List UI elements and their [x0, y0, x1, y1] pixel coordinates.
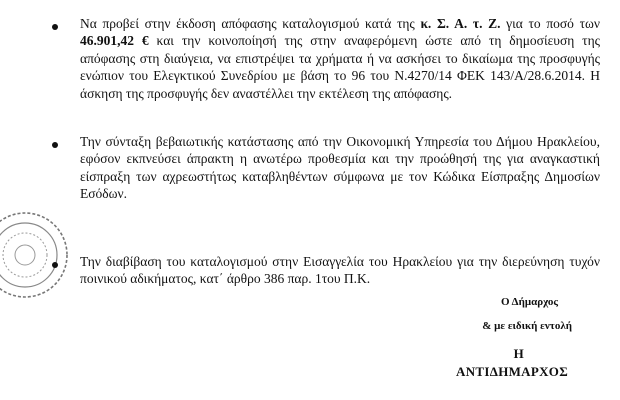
signature-line-mayor: Ο Δήμαρχος: [500, 296, 558, 308]
stamp-seal-icon: [0, 210, 70, 300]
item-3-text: Την διαβίβαση του καταλογισμού στην Εισαγγελία του Ηρακλείου για την διερεύνηση τυχόν ποινικού αδικήματος, κατ΄ άρθρο 386 παρ. 1του Π.Κ.: [80, 254, 600, 287]
signature-line-deputy-mayor: ΑΝΤΙΔΗΜΑΡΧΟΣ: [456, 364, 568, 379]
item-1-text-pre: Να προβεί στην έκδοση απόφασης καταλογισμού κατά της: [80, 16, 421, 31]
item-1-text-post: και την κοινοποίησή της στην αναφερόμενη ώστε από τη δημοσίευση της απόφασης στη διαύγεια, να επιστρέψει τα χρήματα ή να ασκήσει το δικαίωμα της προσφυγής ενώπιον του Ελεγκτικού Συνεδρίου με βάση το 96 του Ν.4270/14 ΦΕΚ 143/Α/28.6.2014. Η άσκηση της προσφυγής δεν αναστέλλει την εκτέλεση της απόφασης.: [80, 33, 601, 101]
paragraph-item-3: [80, 253, 600, 288]
signature-line-authorization: & με ειδική εντολή: [482, 320, 572, 332]
signature-line-article: Η: [513, 346, 524, 361]
item-1-amount: 46.901,42 €: [80, 33, 149, 49]
item-2-text: Την σύνταξη βεβαιωτικής κατάστασης από την Οικονομική Υπηρεσία του Δήμου Ηρακλείου, εφόσον εκπνεύσει άπρακτη η ανωτέρω προθεσμία και την προώθησή της για αναγκαστική είσπραξη των αχρεωστήτως καταβληθέντων σύμφωνα με τον Κώδικα Είσπραξης Δημοσίων Εσόδων.: [80, 134, 600, 202]
bullet-1: [52, 24, 58, 30]
item-1-name: κ. Σ. Α. τ. Ζ.: [420, 16, 501, 31]
bullet-2: [52, 142, 58, 148]
item-1-text-mid: για το ποσό των: [500, 16, 601, 31]
paragraph-item-1: [80, 15, 600, 102]
bullet-3: [52, 262, 58, 268]
paragraph-item-2: [80, 133, 600, 203]
